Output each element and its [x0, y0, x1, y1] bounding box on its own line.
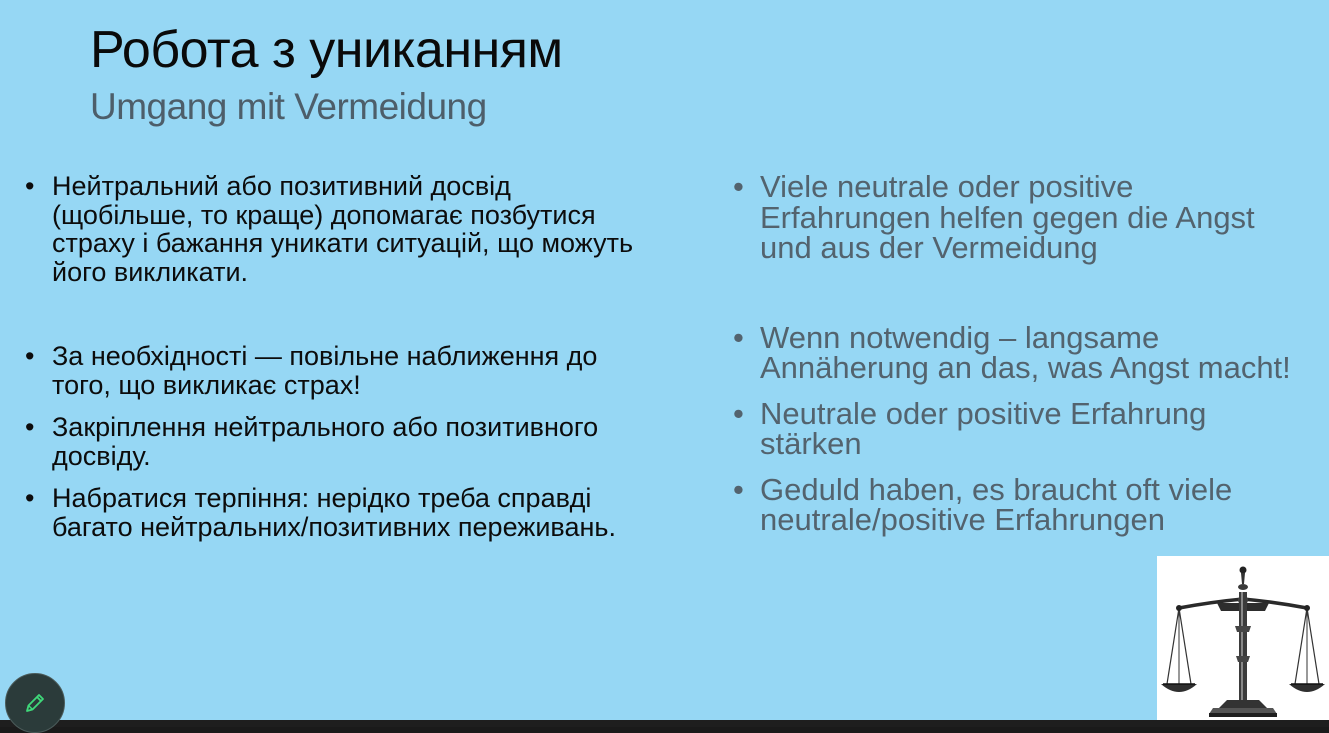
balance-scale-icon	[1157, 556, 1329, 720]
slide-title: Робота з униканням	[90, 21, 563, 79]
bottom-bar	[0, 720, 1329, 727]
bullet-marker: •	[733, 471, 744, 507]
list-item-text: За необхідності — повільне наближення до того, що викликає страх!	[52, 341, 598, 400]
list-item	[733, 319, 1293, 385]
edit-button[interactable]	[5, 673, 65, 733]
list-item	[25, 172, 645, 286]
pencil-icon	[23, 691, 47, 715]
bullet-marker: •	[733, 395, 744, 431]
list-item-text: Набратися терпіння: нерідко треба справді багато нейтральних/позитивних переживань.	[52, 483, 616, 542]
list-item	[25, 342, 645, 399]
list-item	[733, 395, 1293, 461]
slide-subtitle: Umgang mit Vermeidung	[90, 86, 487, 127]
balance-scale-image	[1157, 556, 1329, 720]
ukrainian-bullet-list	[25, 172, 645, 541]
bullet-marker: •	[25, 483, 35, 513]
list-item-text: Wenn notwendig – langsame Annäherung an das, was Angst macht!	[760, 319, 1291, 385]
bullet-marker: •	[25, 171, 35, 201]
list-item-text: Neutrale oder positive Erfahrung stärken	[760, 395, 1207, 461]
list-item	[733, 169, 1293, 265]
list-item-text: Geduld haben, es braucht oft viele neutrale/positive Erfahrungen	[760, 471, 1233, 537]
list-item-text: Viele neutrale oder positive Erfahrungen helfen gegen die Angst und aus der Vermeidung	[760, 169, 1255, 265]
bullet-marker: •	[733, 319, 744, 355]
list-item	[25, 484, 645, 541]
list-item-text: Закріплення нейтрального або позитивного досвіду.	[52, 412, 599, 471]
bullet-marker: •	[733, 169, 744, 204]
bullet-marker: •	[25, 341, 35, 371]
list-item	[25, 413, 645, 470]
list-item-text: Нейтральний або позитивний досвід (щобільше, то краще) допомагає позбутися страху і бажання уникати ситуацій, що можуть його викликати.	[52, 171, 634, 287]
list-item	[733, 471, 1293, 537]
german-bullet-list	[733, 169, 1293, 537]
bullet-marker: •	[25, 412, 35, 442]
